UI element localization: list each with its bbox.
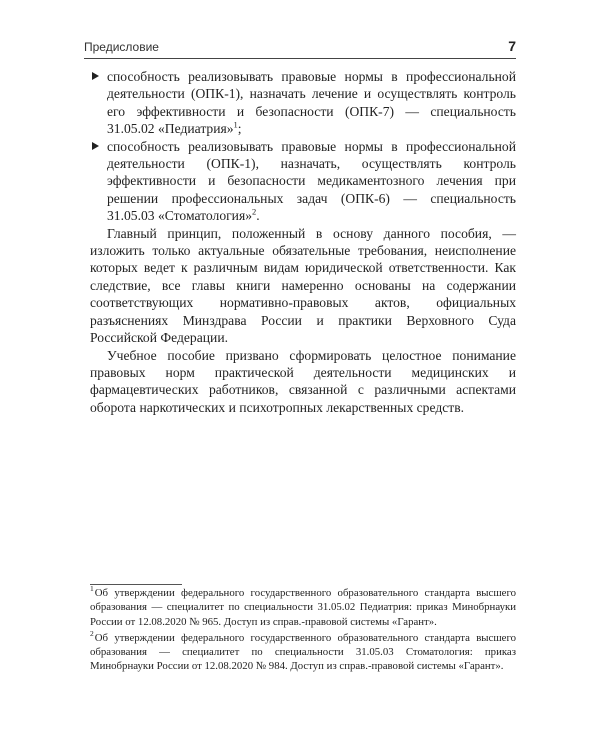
footnotes <box>90 586 516 676</box>
list-item-punctuation: ; <box>237 121 242 137</box>
running-head <box>84 38 516 58</box>
list-item-text: способность реализовывать правовые нормы в профессиональной деятельности (ОПК-1), назначать лечение и осуществлять контроль его эффективности и безопасности (ОПК-7) — специальность 31.05.02 «Педиатрия» <box>107 69 516 137</box>
footnote-reference[interactable]: 2 <box>252 206 257 217</box>
footnote <box>90 631 516 674</box>
list-item-punctuation: . <box>256 208 260 224</box>
footnote-text: Об утверждении федерального государственного образовательного стандарта высшего образования — специалитет по специальности 31.05.03 Стоматология: приказ Минобрнауки России от 12.08.2020 № 984. Доступ из справ.-правовой системы «Гарант». <box>90 631 516 673</box>
list-item-text: способность реализовывать правовые нормы в профессиональной деятельности (ОПК-1), назначать, осуществлять контроль эффективности и безопасности медикаментозного лечения при решении профессиональных задач (ОПК-6) — специальность 31.05.03 «Стоматология» <box>107 138 516 224</box>
competency-list <box>90 68 516 225</box>
running-head-title: Предисловие <box>84 40 159 54</box>
footnote-reference[interactable]: 1 <box>233 119 238 130</box>
footnote-text: Об утверждении федерального государственного образовательного стандарта высшего образования — специалитет по специальности 31.05.02 Педиатрия: приказ Минобрнауки России от 12.08.2020 № 965. Доступ из справ.-правовой системы «Гарант». <box>90 587 516 628</box>
header-rule <box>84 58 516 59</box>
footnote-number: 2 <box>90 629 94 639</box>
main-text <box>90 68 516 416</box>
bullet-arrow-icon <box>92 72 99 80</box>
page-number: 7 <box>508 38 516 54</box>
list-item <box>90 138 516 225</box>
bullet-arrow-icon <box>92 142 99 150</box>
list-item <box>90 68 516 138</box>
paragraph-purpose: Учебное пособие призвано сформировать целостное понимание правовых норм практической деятельности медицинских и фармацевтических работников, связанной с различными аспектами оборота наркотических и психотропных лекарственных средств. <box>90 347 516 415</box>
paragraph-main-principle: Главный принцип, положенный в основу данного пособия, — изложить только актуальные обязательные требования, неисполнение которых ведет к различным видам юридической ответственности. Как следствие, все главы книги намеренно основаны на содержании соответствующих нормативно-правовых актов, официальных разъяснениях Минздрава России и практики Верховного Суда Российской Федерации. <box>90 225 516 346</box>
footnote <box>90 586 516 629</box>
footnote-rule <box>90 584 182 585</box>
footnote-number: 1 <box>90 584 94 594</box>
